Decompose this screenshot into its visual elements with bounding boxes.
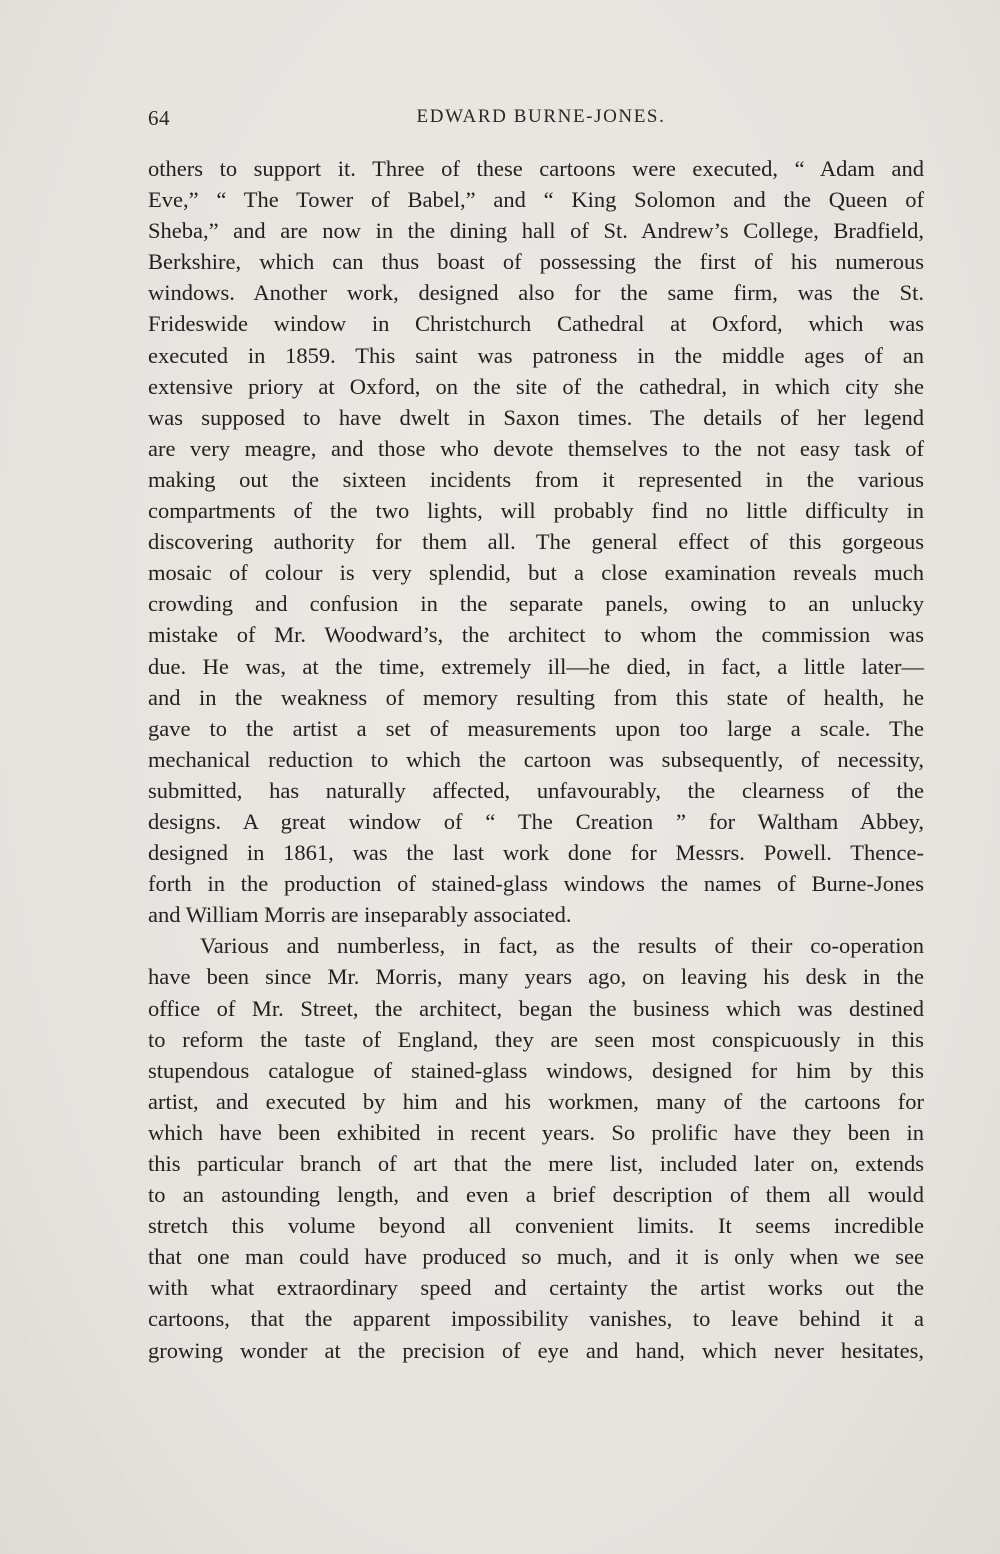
text-line: making out the sixteen incidents from it represented in the various <box>148 466 924 492</box>
running-title: EDWARD BURNE-JONES. <box>416 106 666 127</box>
text-line: designs. A great window of “ The Creation ” for Waltham Abbey, <box>148 808 924 834</box>
text-line: mistake of Mr. Woodward’s, the architect to whom the commission was <box>148 622 924 648</box>
text-line: due. He was, at the time, extremely ill—he died, in fact, a little later— <box>148 653 924 679</box>
text-line: office of Mr. Street, the architect, began the business which was destined <box>148 995 924 1021</box>
running-head <box>148 106 924 136</box>
text-line: discovering authority for them all. The general effect of this gorgeous <box>148 529 924 555</box>
paragraph-start-line: Various and numberless, in fact, as the results of their co-operation <box>200 933 924 959</box>
text-line: stretch this volume beyond all convenient limits. It seems incredible <box>148 1213 924 1239</box>
text-line: have been since Mr. Morris, many years ago, on leaving his desk in the <box>148 964 924 990</box>
text-line: are very meagre, and those who devote themselves to the not easy task of <box>148 435 924 461</box>
text-line: extensive priory at Oxford, on the site of the cathedral, in which city she <box>148 373 924 399</box>
text-line: gave to the artist a set of measurements upon too large a scale. The <box>148 715 924 741</box>
text-line: to an astounding length, and even a brief description of them all would <box>148 1182 924 1208</box>
text-line: designed in 1861, was the last work done for Messrs. Powell. Thence- <box>148 840 924 866</box>
text-line: mechanical reduction to which the cartoon was subsequently, of necessity, <box>148 746 924 772</box>
text-line: crowding and confusion in the separate panels, owing to an unlucky <box>148 591 924 617</box>
text-line: with what extraordinary speed and certainty the artist works out the <box>148 1275 924 1301</box>
text-line: was supposed to have dwelt in Saxon times. The details of her legend <box>148 404 924 430</box>
text-line: forth in the production of stained-glass windows the names of Burne-Jones <box>148 871 924 897</box>
page-number: 64 <box>148 106 170 130</box>
text-line: and in the weakness of memory resulting from this state of health, he <box>148 684 924 710</box>
text-line: others to support it. Three of these cartoons were executed, “ Adam and <box>148 156 924 181</box>
text-line: that one man could have produced so much, and it is only when we see <box>148 1244 924 1270</box>
text-line: Berkshire, which can thus boast of possessing the first of his numerous <box>148 249 924 275</box>
text-line: compartments of the two lights, will probably find no little difficulty in <box>148 498 924 524</box>
text-line: cartoons, that the apparent impossibility vanishes, to leave behind it a <box>148 1306 924 1332</box>
body-text <box>148 153 924 1366</box>
text-line: this particular branch of art that the mere list, included later on, extends <box>148 1151 924 1176</box>
text-line: which have been exhibited in recent years. So prolific have they been in <box>148 1119 924 1145</box>
text-line: stupendous catalogue of stained-glass windows, designed for him by this <box>148 1057 924 1083</box>
text-line: Sheba,” and are now in the dining hall of St. Andrew’s College, Bradfield, <box>148 218 924 244</box>
text-line: mosaic of colour is very splendid, but a close examination reveals much <box>148 560 924 586</box>
paragraph-end-line: and William Morris are inseparably associated. <box>148 902 572 928</box>
text-line: to reform the taste of England, they are seen most conspicuously in this <box>148 1026 924 1052</box>
text-line: artist, and executed by him and his workmen, many of the cartoons for <box>148 1088 924 1114</box>
text-line: submitted, has naturally affected, unfavourably, the clearness of the <box>148 777 924 803</box>
text-line: Frideswide window in Christchurch Cathedral at Oxford, which was <box>148 311 924 337</box>
text-line: Eve,” “ The Tower of Babel,” and “ King Solomon and the Queen of <box>148 187 924 213</box>
text-line: executed in 1859. This saint was patroness in the middle ages of an <box>148 342 924 368</box>
text-line: windows. Another work, designed also for the same firm, was the St. <box>148 280 924 306</box>
text-line: growing wonder at the precision of eye and hand, which never hesitates, <box>148 1337 924 1363</box>
